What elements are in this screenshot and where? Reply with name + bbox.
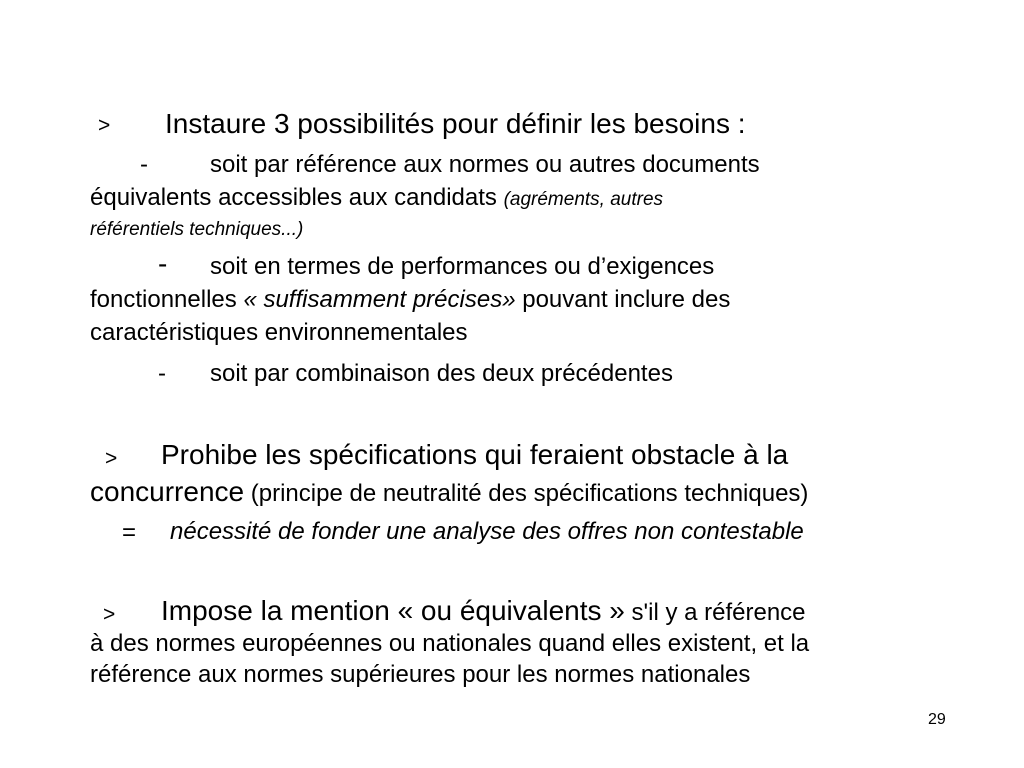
item-1-line-2 — [90, 186, 663, 210]
item-2-line-3: caractéristiques environnementales — [90, 319, 468, 346]
section-1-heading: Instaure 3 possibilités pour définir les besoins : — [165, 108, 746, 139]
section-2-marker: > — [105, 447, 118, 470]
item-2-line-2 — [90, 288, 730, 312]
item-2-line-1: soit en termes de performances ou d’exigences — [210, 253, 715, 280]
section-2-line-1: Prohibe les spécifications qui feraient obstacle à la — [161, 439, 789, 470]
item-1-line-2-text: équivalents accessibles aux candidats — [90, 184, 504, 211]
section-2-line-2 — [90, 478, 808, 506]
section-3-line-2: à des normes européennes ou nationales quand elles existent, et la — [90, 630, 810, 657]
section-2-sub-marker: = — [122, 519, 137, 546]
item-1-line-1: soit par référence aux normes ou autres documents — [210, 151, 760, 178]
section-3-line-1-large: Impose la mention « ou équivalents » — [161, 595, 625, 626]
item-2-line-2-text-a: fonctionnelles — [90, 286, 244, 313]
page-number: 29 — [928, 711, 946, 728]
section-3-line-1-small: s'il y a référence — [624, 599, 806, 626]
item-2-marker: - — [158, 248, 168, 279]
item-1-marker: - — [140, 151, 148, 178]
section-3-line-1 — [161, 597, 806, 625]
section-3-marker: > — [103, 603, 116, 626]
item-3-line-1: soit par combinaison des deux précédentes — [210, 360, 673, 387]
item-2-line-2-text-b: pouvant inclure des — [515, 286, 731, 313]
section-1-marker: > — [98, 114, 111, 137]
item-1-line-3: référentiels techniques...) — [90, 219, 304, 240]
section-2-line-2-large: concurrence — [90, 476, 245, 507]
section-2-line-2-small: (principe de neutralité des spécifications techniques) — [244, 480, 809, 507]
section-3-line-3: référence aux normes supérieures pour les normes nationales — [90, 661, 751, 688]
item-2-line-2-italic: « suffisamment précises» — [243, 286, 516, 313]
section-2-sub-text: nécessité de fonder une analyse des offres non contestable — [170, 518, 804, 545]
item-1-line-2-italic: (agréments, autres — [503, 189, 664, 210]
item-3-marker: - — [158, 360, 166, 387]
